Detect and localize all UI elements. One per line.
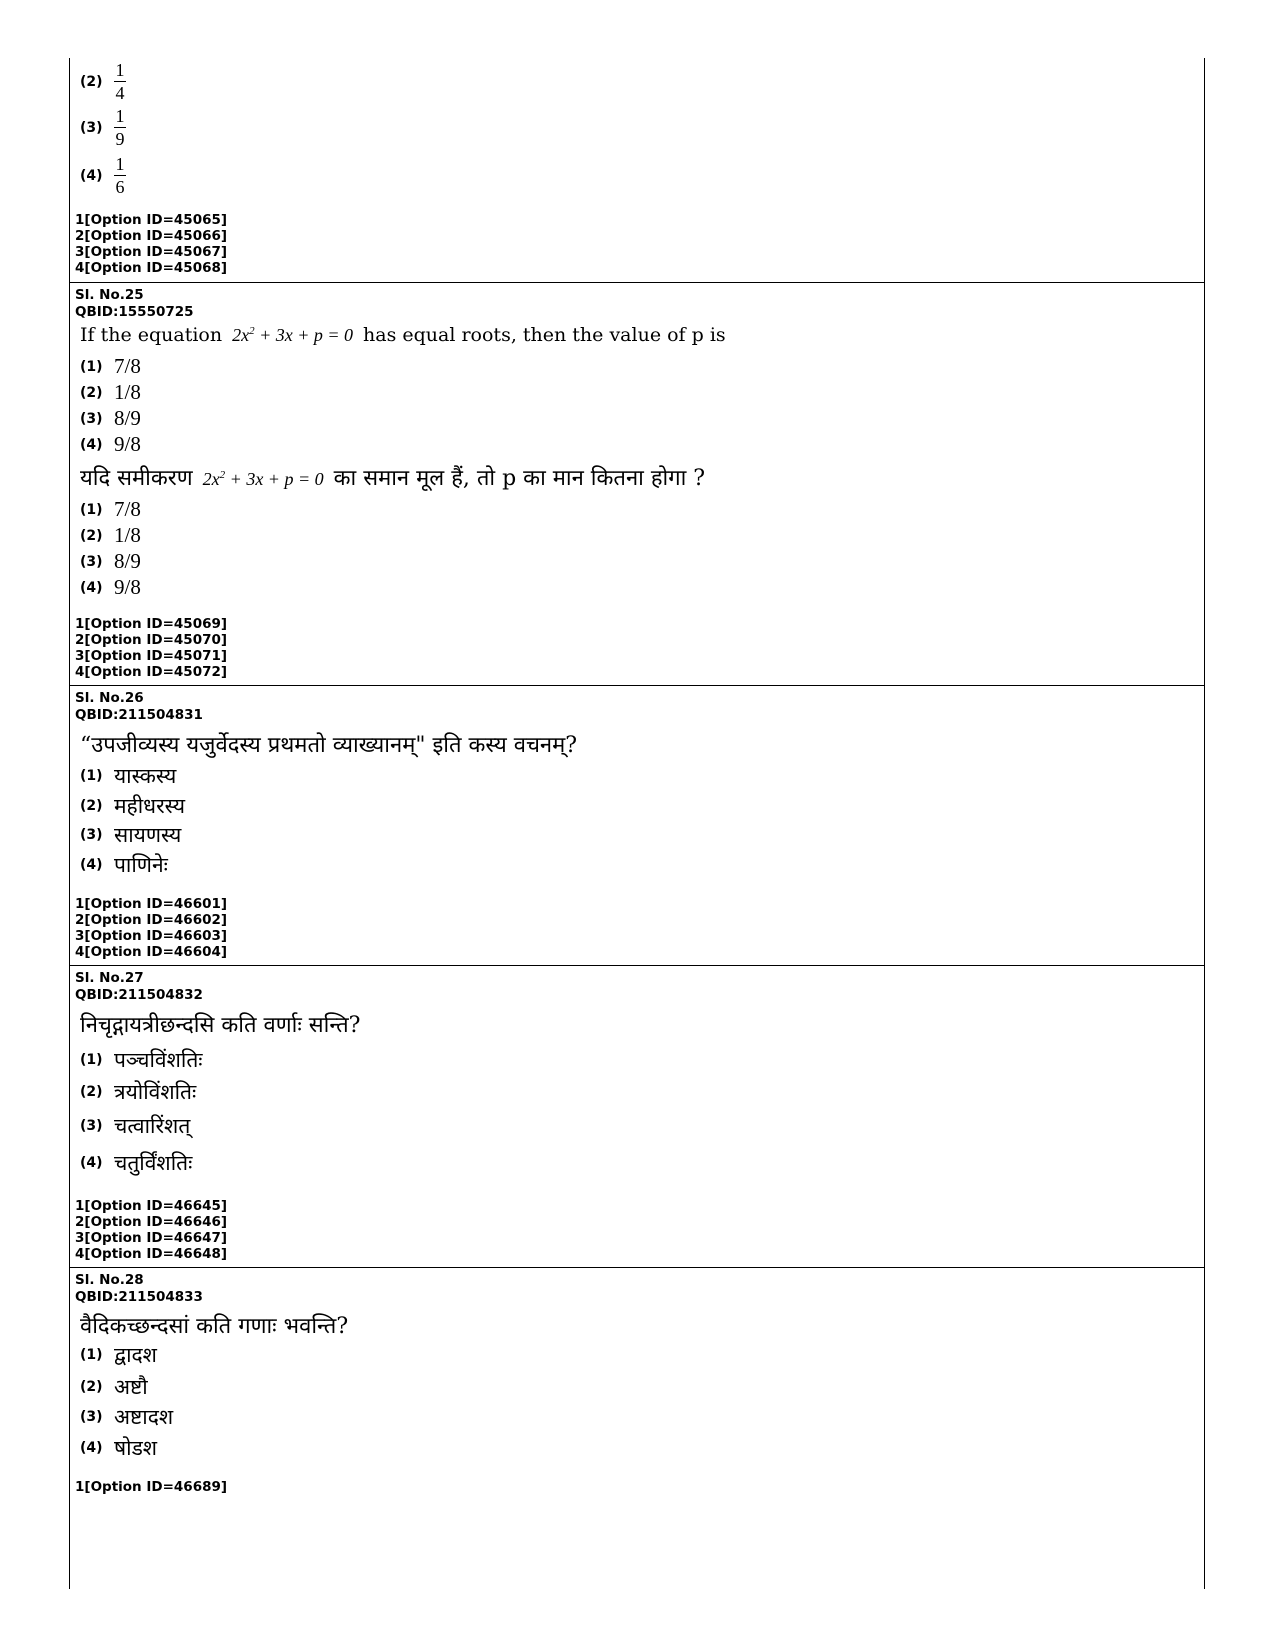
option-4 — [80, 851, 168, 879]
numerator: 1 — [115, 106, 125, 126]
option-3 — [80, 821, 181, 849]
option-id: 3[Option ID=45071] — [75, 648, 228, 664]
option-number: (1) — [80, 1052, 103, 1068]
option-number: (3) — [80, 827, 103, 843]
option-ids — [70, 1479, 227, 1495]
qbid: QBID:211504831 — [75, 707, 203, 723]
option-1 — [80, 1046, 203, 1074]
option-number: (2) — [80, 384, 103, 401]
equation-part: + 3x + p = 0 — [225, 469, 324, 489]
option-number: (4) — [80, 436, 103, 453]
option-value: चत्वारिंशत् — [114, 1114, 191, 1138]
option-number: (1) — [80, 501, 103, 518]
option-value: 7/8 — [114, 497, 141, 521]
option-number: (3) — [80, 119, 103, 136]
question-text-part: का समान मूल हैं, तो p का मान कितना होगा ? — [333, 466, 706, 491]
option-2 — [80, 1373, 148, 1401]
question-header — [70, 970, 1204, 1004]
option-value: षोडश — [114, 1436, 158, 1460]
serial-number: Sl. No.28 — [75, 1272, 144, 1288]
numerator: 1 — [115, 60, 125, 80]
option-ids — [70, 212, 227, 276]
option-value: 9/8 — [114, 575, 141, 599]
option-2 — [80, 792, 185, 820]
option-number: (2) — [80, 1084, 103, 1100]
option-ids — [70, 896, 227, 960]
option-value: 1/8 — [114, 523, 141, 547]
option-id: 1[Option ID=46689] — [75, 1479, 228, 1495]
option-value: अष्टादश — [114, 1405, 174, 1429]
option-id: 4[Option ID=46604] — [75, 944, 228, 960]
option-3 — [80, 1403, 173, 1431]
option-number: (3) — [80, 1118, 103, 1134]
question-text: निचृद्गायत्रीछन्दसि कति वर्णाः सन्ति? — [80, 1013, 361, 1038]
option-number: (2) — [80, 1379, 103, 1395]
option-id: 3[Option ID=46647] — [75, 1230, 228, 1246]
option-id: 4[Option ID=45072] — [75, 664, 228, 680]
option-value: 1/8 — [114, 380, 141, 404]
option-number: (3) — [80, 410, 103, 427]
option-number: (1) — [80, 768, 103, 784]
qbid: QBID:211504832 — [75, 987, 203, 1003]
option-3 — [80, 106, 126, 149]
option-value: महीधरस्य — [114, 794, 186, 818]
option-value: द्वादश — [114, 1343, 157, 1367]
option-number: (4) — [80, 579, 103, 596]
option-id: 1[Option ID=45065] — [75, 212, 228, 228]
option-ids — [70, 616, 227, 680]
option-value: अष्टौ — [114, 1375, 148, 1399]
qbid: QBID:15550725 — [75, 304, 194, 320]
fraction — [114, 106, 126, 149]
option-2 — [80, 523, 141, 548]
option-number: (4) — [80, 857, 103, 873]
divider — [70, 282, 1204, 283]
option-value: त्रयोविंशतिः — [114, 1080, 197, 1104]
option-value: चतुर्विंशतिः — [114, 1151, 193, 1175]
serial-number: Sl. No.25 — [75, 287, 144, 303]
option-value: पाणिनेः — [114, 853, 168, 877]
option-4 — [80, 154, 126, 197]
equation-exponent: 2 — [219, 469, 226, 481]
option-4 — [80, 1434, 157, 1462]
question-text-part: has equal roots, then the value of p is — [363, 324, 726, 346]
option-value: 8/9 — [114, 549, 141, 573]
option-id: 2[Option ID=46602] — [75, 912, 228, 928]
question-text: “उपजीव्यस्य यजुर्वेदस्य प्रथमतो व्याख्यानम्" इति कस्य वचनम्? — [80, 733, 578, 758]
option-number: (1) — [80, 358, 103, 375]
option-4 — [80, 1149, 192, 1177]
option-value: यास्कस्य — [114, 764, 177, 788]
option-value: 8/9 — [114, 406, 141, 430]
option-number: (4) — [80, 167, 103, 184]
serial-number: Sl. No.26 — [75, 690, 144, 706]
question-text-english — [70, 324, 1204, 346]
equation-part: + 3x + p = 0 — [254, 325, 354, 345]
equation — [222, 325, 363, 345]
option-value: सायणस्य — [114, 823, 182, 847]
option-value: 7/8 — [114, 354, 141, 378]
option-4 — [80, 575, 141, 600]
option-value: 9/8 — [114, 432, 141, 456]
qbid: QBID:211504833 — [75, 1289, 203, 1305]
question-text: वैदिकच्छन्दसां कति गणाः भवन्ति? — [80, 1314, 349, 1339]
option-number: (2) — [80, 798, 103, 814]
question-text-part: If the equation — [80, 324, 223, 346]
option-id: 1[Option ID=46601] — [75, 896, 228, 912]
question-header — [70, 690, 1204, 724]
option-id: 1[Option ID=45069] — [75, 616, 228, 632]
question-header — [70, 287, 1204, 321]
question-sheet — [69, 58, 1205, 1589]
denominator: 6 — [115, 177, 125, 197]
equation-exponent: 2 — [249, 325, 255, 337]
question-header — [70, 1272, 1204, 1306]
option-id: 2[Option ID=45066] — [75, 228, 228, 244]
option-number: (2) — [80, 73, 103, 90]
option-number: (3) — [80, 553, 103, 570]
option-2 — [80, 1078, 196, 1106]
option-3 — [80, 1112, 190, 1140]
question-text-part: यदि समीकरण — [80, 466, 193, 491]
option-3 — [80, 549, 141, 574]
option-2 — [80, 60, 126, 103]
option-4 — [80, 432, 141, 457]
option-number: (4) — [80, 1155, 103, 1171]
divider — [70, 685, 1204, 686]
fraction — [114, 60, 126, 103]
option-2 — [80, 380, 141, 405]
option-value: पञ्चविंशतिः — [114, 1048, 203, 1072]
equation — [193, 469, 334, 489]
question-text-hindi — [70, 462, 1204, 492]
denominator: 9 — [115, 129, 125, 149]
option-1 — [80, 497, 141, 522]
option-id: 1[Option ID=46645] — [75, 1198, 228, 1214]
option-id: 4[Option ID=45068] — [75, 260, 228, 276]
option-id: 2[Option ID=45070] — [75, 632, 228, 648]
option-id: 3[Option ID=45067] — [75, 244, 228, 260]
option-id: 3[Option ID=46603] — [75, 928, 228, 944]
numerator: 1 — [115, 154, 125, 174]
option-number: (3) — [80, 1409, 103, 1425]
equation-part: 2x — [202, 469, 220, 489]
option-number: (4) — [80, 1440, 103, 1456]
option-1 — [80, 762, 176, 790]
equation-part: 2x — [232, 325, 250, 345]
option-id: 4[Option ID=46648] — [75, 1246, 228, 1262]
option-id: 2[Option ID=46646] — [75, 1214, 228, 1230]
divider — [70, 1267, 1204, 1268]
option-number: (1) — [80, 1347, 103, 1363]
divider — [70, 965, 1204, 966]
fraction — [114, 154, 126, 197]
option-1 — [80, 354, 141, 379]
option-3 — [80, 406, 141, 431]
denominator: 4 — [115, 83, 125, 103]
option-ids — [70, 1198, 227, 1262]
option-1 — [80, 1341, 157, 1369]
serial-number: Sl. No.27 — [75, 970, 144, 986]
option-number: (2) — [80, 527, 103, 544]
